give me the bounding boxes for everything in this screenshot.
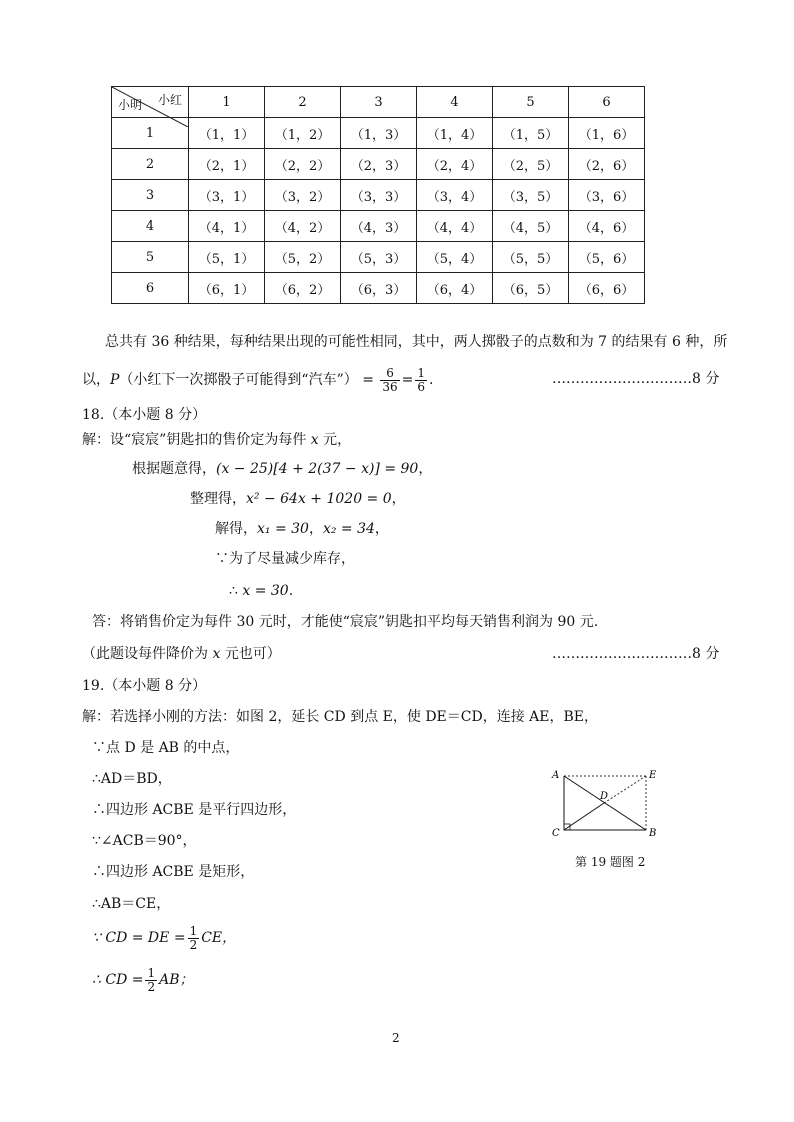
table-cell: （5，6） xyxy=(569,242,645,273)
q19-l8-a: ∵ CD = DE = xyxy=(92,930,186,946)
q18-eq-math: (x − 25)[4 + 2(37 − x)] = 90 xyxy=(216,461,419,477)
row-header: 1 xyxy=(112,118,189,149)
table-cell: （2，3） xyxy=(341,149,417,180)
q18-simp-math: x² − 64x + 1020 = 0 xyxy=(246,491,392,507)
q18-reason: ∵为了尽量减少库存， xyxy=(215,551,355,567)
frac-numerator: 1 xyxy=(417,365,426,380)
label-b: B xyxy=(649,828,657,839)
q18-simp-label: 整理得， xyxy=(190,491,246,507)
page-number: 2 xyxy=(392,1031,400,1045)
table-row xyxy=(112,118,645,149)
row-header: 4 xyxy=(112,211,189,242)
table-cell: （4，6） xyxy=(569,211,645,242)
q17-score: …………………………8 分 xyxy=(552,371,720,387)
table-corner-cell xyxy=(112,87,189,118)
outcome-table xyxy=(111,86,645,304)
frac-denominator: 6 xyxy=(417,379,426,394)
table-cell: （6，3） xyxy=(341,273,417,304)
table-header-row xyxy=(112,87,645,118)
corner-row-label: 小明 xyxy=(118,98,143,112)
q18-note-b: 元也可） xyxy=(224,646,281,662)
table-cell: （5，4） xyxy=(417,242,493,273)
figure-line-de xyxy=(604,776,646,803)
label-e: E xyxy=(649,770,657,781)
q17-fraction-1 xyxy=(380,367,399,393)
table-cell: （2，2） xyxy=(265,149,341,180)
table-cell: （2，1） xyxy=(189,149,265,180)
table-cell: （5，5） xyxy=(493,242,569,273)
frac-denominator: 36 xyxy=(382,379,398,394)
q18-setup xyxy=(82,433,351,447)
col-header: 5 xyxy=(493,87,569,118)
q17-event: （小红下一次掷骰子可能得到“汽车”） xyxy=(119,372,358,388)
q18-note-var: x xyxy=(212,646,221,662)
q17-probability-line xyxy=(82,366,434,394)
q18-result: x = 30 xyxy=(242,583,289,599)
table-cell: （5，3） xyxy=(341,242,417,273)
frac-numerator: 6 xyxy=(380,367,399,381)
q17-p-letter: P xyxy=(110,372,120,388)
table-cell: （1，6） xyxy=(569,118,645,149)
table-cell: （6，5） xyxy=(493,273,569,304)
q19-l9-a: ∴ CD = xyxy=(92,972,144,988)
q19-line: ∴AB＝CE， xyxy=(92,896,171,912)
table-cell: （1，3） xyxy=(341,118,417,149)
q18-result-end: . xyxy=(288,583,294,599)
table-cell: （4，5） xyxy=(493,211,569,242)
q18-setup-unit: 元， xyxy=(323,432,352,448)
q19-line-half-ab xyxy=(92,966,194,994)
label-d: D xyxy=(600,791,609,802)
q17-period: . xyxy=(429,372,434,388)
q19-line: ∴四边形 ACBE 是平行四边形， xyxy=(92,802,297,818)
table-cell: （4，3） xyxy=(341,211,417,242)
q18-equation xyxy=(132,462,432,476)
table-cell: （6，1） xyxy=(189,273,265,304)
q18-setup-text: 解：设“宸宸”钥匙扣的售价定为每件 xyxy=(82,432,307,448)
table-cell: （3，3） xyxy=(341,180,417,211)
q18-eq-label: 根据题意得， xyxy=(132,461,216,477)
frac-numerator: 1 xyxy=(189,923,198,938)
q18-sol-end: ， xyxy=(374,521,389,537)
table-cell: （1，5） xyxy=(493,118,569,149)
table-cell: （3，4） xyxy=(417,180,493,211)
table-cell: （6，2） xyxy=(265,273,341,304)
q19-line: ∴AD＝BD， xyxy=(92,771,172,787)
q18-conclusion xyxy=(229,584,293,598)
q17-prefix: 以， xyxy=(82,372,110,388)
q19-l9-b: AB； xyxy=(159,972,194,988)
therefore-symbol: ∴ xyxy=(229,583,238,599)
table-cell: （2，4） xyxy=(417,149,493,180)
table-cell: （4，4） xyxy=(417,211,493,242)
table-cell: （1，4） xyxy=(417,118,493,149)
col-header: 6 xyxy=(569,87,645,118)
label-c: C xyxy=(552,828,560,839)
q18-note-a: （此题设每件降价为 xyxy=(82,646,208,662)
table-row xyxy=(112,242,645,273)
corner-col-label: 小红 xyxy=(157,93,182,107)
q19-l9-fraction xyxy=(145,967,157,993)
q19-line: ∵点 D 是 AB 的中点， xyxy=(92,740,240,756)
q18-simp-end: ， xyxy=(391,491,406,507)
table-cell: （4，2） xyxy=(265,211,341,242)
q17-eq-2: = xyxy=(401,372,414,388)
q19-line: ∵∠ACB＝90°， xyxy=(92,833,197,849)
frac-numerator: 1 xyxy=(147,965,156,980)
q18-simplified xyxy=(190,492,406,506)
q17-fraction-2 xyxy=(415,367,427,393)
q19-line-half-ce xyxy=(92,924,236,952)
geometry-figure xyxy=(548,768,663,840)
figure-caption: 第 19 题图 2 xyxy=(575,855,646,869)
table-cell: （5，1） xyxy=(189,242,265,273)
table-cell: （3，6） xyxy=(569,180,645,211)
q18-eq-end: ， xyxy=(418,461,433,477)
col-header: 1 xyxy=(189,87,265,118)
frac-denominator: 2 xyxy=(189,937,198,952)
table-cell: （3，5） xyxy=(493,180,569,211)
q18-solutions xyxy=(215,522,389,536)
row-header: 2 xyxy=(112,149,189,180)
q18-sol-sep: ， xyxy=(308,521,323,537)
q18-answer: 答：将销售价定为每件 30 元时，才能使“宸宸”钥匙扣平均每天销售利润为 90 元. xyxy=(92,614,599,630)
table-row xyxy=(112,180,645,211)
q18-header: 18.（本小题 8 分） xyxy=(82,407,207,423)
table-cell: （1，1） xyxy=(189,118,265,149)
q18-x1: x₁ = 30 xyxy=(257,521,309,537)
row-header: 6 xyxy=(112,273,189,304)
table-cell: （4，1） xyxy=(189,211,265,242)
table-cell: （2，6） xyxy=(569,149,645,180)
label-a: A xyxy=(552,770,560,781)
table-cell: （3，2） xyxy=(265,180,341,211)
table-cell: （5，2） xyxy=(265,242,341,273)
q19-header: 19.（本小题 8 分） xyxy=(82,678,207,694)
q18-sol-label: 解得， xyxy=(215,521,257,537)
q18-x2: x₂ = 34 xyxy=(322,521,375,537)
table-cell: （2，5） xyxy=(493,149,569,180)
q17-summary-line: 总共有 36 种结果，每种结果出现的可能性相同，其中，两人掷骰子的点数和为 7 的结果有 6 种，所 xyxy=(105,334,728,350)
table-row xyxy=(112,273,645,304)
table-cell: （1，2） xyxy=(265,118,341,149)
table-row xyxy=(112,149,645,180)
col-header: 3 xyxy=(341,87,417,118)
frac-denominator: 2 xyxy=(147,979,156,994)
col-header: 2 xyxy=(265,87,341,118)
q19-line: 解：若选择小刚的方法：如图 2，延长 CD 到点 E，使 DE＝CD，连接 AE，BE， xyxy=(82,709,598,725)
q19-l8-fraction xyxy=(188,925,200,951)
q18-note xyxy=(82,647,281,661)
q19-l8-b: CE， xyxy=(201,930,237,946)
row-header: 5 xyxy=(112,242,189,273)
table-cell: （3，1） xyxy=(189,180,265,211)
table-cell: （6，6） xyxy=(569,273,645,304)
table-row xyxy=(112,211,645,242)
q19-line: ∴四边形 ACBE 是矩形， xyxy=(92,864,255,880)
q17-eq: = xyxy=(362,372,374,388)
q18-var: x xyxy=(310,432,319,448)
row-header: 3 xyxy=(112,180,189,211)
table-cell: （6，4） xyxy=(417,273,493,304)
q18-score: …………………………8 分 xyxy=(552,646,720,662)
col-header: 4 xyxy=(417,87,493,118)
